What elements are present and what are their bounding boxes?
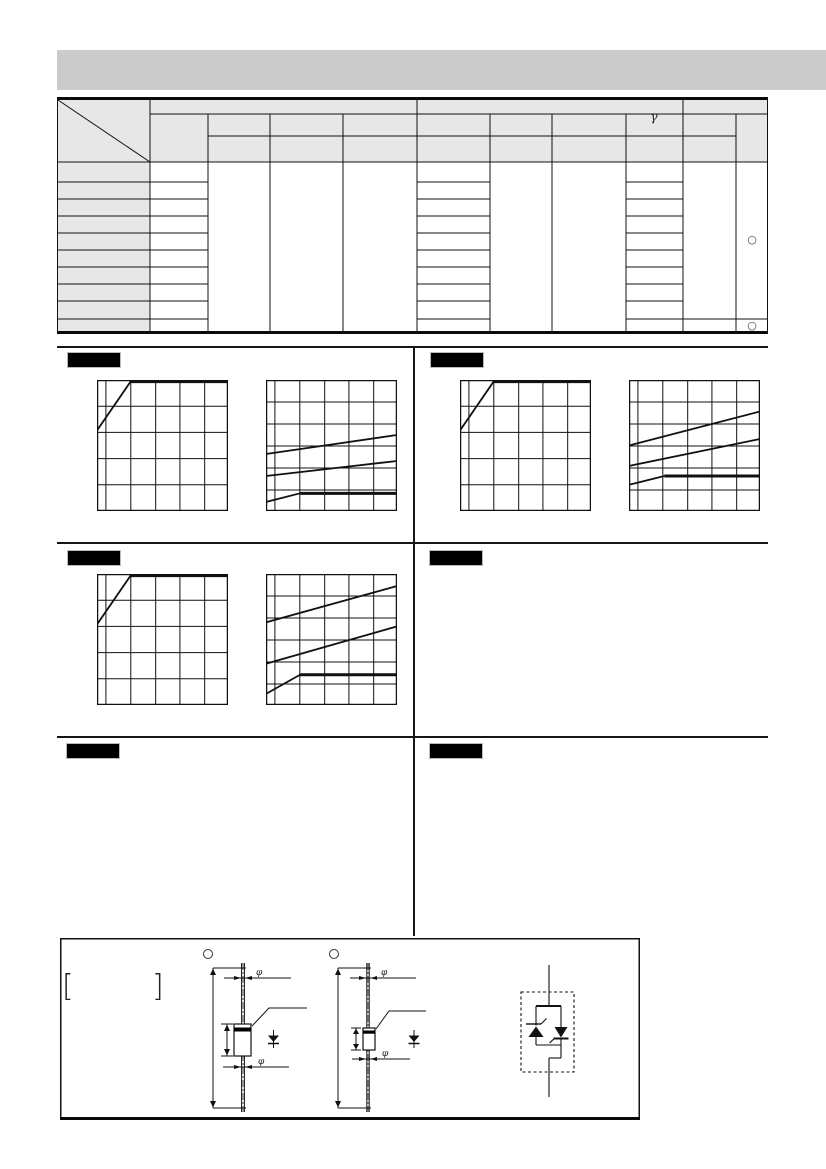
package-outline-box [60, 938, 640, 1120]
phi-symbol: φ [258, 1057, 265, 1067]
series-curve-c [266, 493, 300, 502]
column-divider [413, 346, 415, 936]
section-label-box-5 [67, 744, 119, 758]
leader-line [376, 1011, 426, 1029]
circle-marker [330, 950, 339, 959]
section-label-box-4 [430, 551, 482, 565]
bracket-close: ] [152, 969, 164, 1004]
spec-table [57, 97, 768, 334]
chart-s1-left [97, 380, 228, 511]
table-circle-marker: ○ [747, 319, 757, 332]
section-label-box-1 [68, 353, 120, 367]
diode-down-icon [555, 1027, 568, 1038]
chart-svg-s1-left [97, 380, 228, 511]
cathode-band [234, 1028, 251, 1032]
chart-s2-right [629, 380, 760, 511]
chart-s3-left [97, 574, 228, 705]
series-curve-a [266, 435, 397, 454]
phi-symbol: φ [382, 1049, 389, 1059]
section-label-box-3 [68, 551, 120, 565]
chart-svg-s2-right [629, 380, 760, 511]
gamma-header-symbol: γ [650, 110, 658, 124]
title-banner [57, 50, 826, 90]
box-bottom-border [60, 1117, 640, 1120]
package-diagram-2 [330, 950, 427, 1113]
phi-symbol: φ [256, 968, 263, 978]
package-diagram-1 [204, 950, 308, 1113]
series-curve-b [266, 626, 397, 663]
chart-svg-s3-left [97, 574, 228, 705]
bracket-open: [ [62, 969, 74, 1004]
chart-s2-left [460, 380, 591, 511]
polarity-diode-icon [409, 1030, 420, 1048]
table-first-column-fill [57, 162, 150, 334]
chart-s3-right [266, 574, 397, 705]
circuit-symbol [521, 965, 574, 1097]
chart-svg-s1-right [266, 380, 397, 511]
chart-s1-right [266, 380, 397, 511]
phi-symbol: φ [381, 968, 388, 978]
series-curve-c [629, 476, 664, 485]
table-header-fill [57, 97, 768, 162]
cathode-band [363, 1031, 375, 1034]
chart-svg-s3-right [266, 574, 397, 705]
diode-up-icon [529, 1027, 544, 1038]
series-curve-a [266, 586, 397, 622]
chart-svg-s2-left [460, 380, 591, 511]
table-circle-marker: ○ [747, 233, 757, 246]
series-curve-a [629, 411, 760, 445]
table-top-border [57, 97, 768, 100]
table-bottom-border [57, 331, 768, 334]
circle-marker [204, 950, 213, 959]
polarity-diode-icon [268, 1030, 279, 1048]
series-curve-b [629, 439, 760, 466]
section-label-box-6 [430, 744, 482, 758]
dashed-outline [521, 992, 574, 1072]
leader-line [252, 1008, 307, 1026]
section-label-box-2 [431, 353, 483, 367]
